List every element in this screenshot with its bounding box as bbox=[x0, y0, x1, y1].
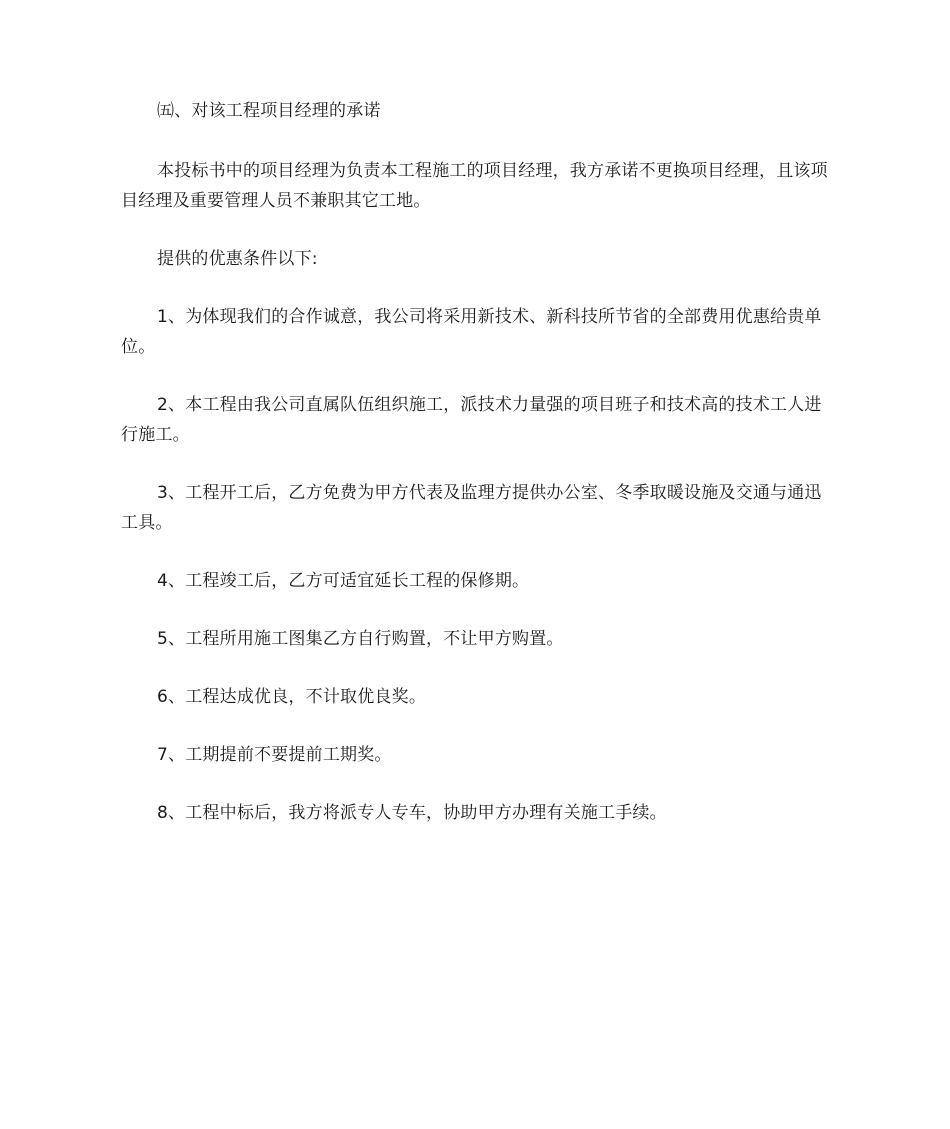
list-item-7: 7、工期提前不要提前工期奖。 bbox=[157, 745, 392, 765]
list-item-6: 6、工程达成优良，不计取优良奖。 bbox=[157, 687, 427, 707]
list-item-1: 1、为体现我们的合作诚意，我公司将采用新技术、新科技所节省的全部费用优惠给贵单位。 bbox=[121, 307, 822, 357]
paragraph-conditions-intro: 提供的优惠条件以下: bbox=[157, 249, 318, 269]
list-item-3: 3、工程开工后，乙方免费为甲方代表及监理方提供办公室、冬季取暖设施及交通与通迅工具。 bbox=[121, 483, 822, 533]
list-item-8: 8、工程中标后，我方将派专人专车，协助甲方办理有关施工手续。 bbox=[157, 803, 667, 823]
paragraph-commitment: 本投标书中的项目经理为负责本工程施工的项目经理，我方承诺不更换项目经理，且该项目经理及重要管理人员不兼职其它工地。 bbox=[121, 161, 828, 211]
list-item-4: 4、工程竣工后，乙方可适宜延长工程的保修期。 bbox=[157, 571, 530, 591]
document-body bbox=[121, 96, 833, 856]
list-item-5: 5、工程所用施工图集乙方自行购置，不让甲方购置。 bbox=[157, 629, 564, 649]
section-heading: ㈤、对该工程项目经理的承诺 bbox=[157, 101, 381, 121]
list-item-2: 2、本工程由我公司直属队伍组织施工，派技术力量强的项目班子和技术高的技术工人进行施工。 bbox=[121, 395, 822, 445]
